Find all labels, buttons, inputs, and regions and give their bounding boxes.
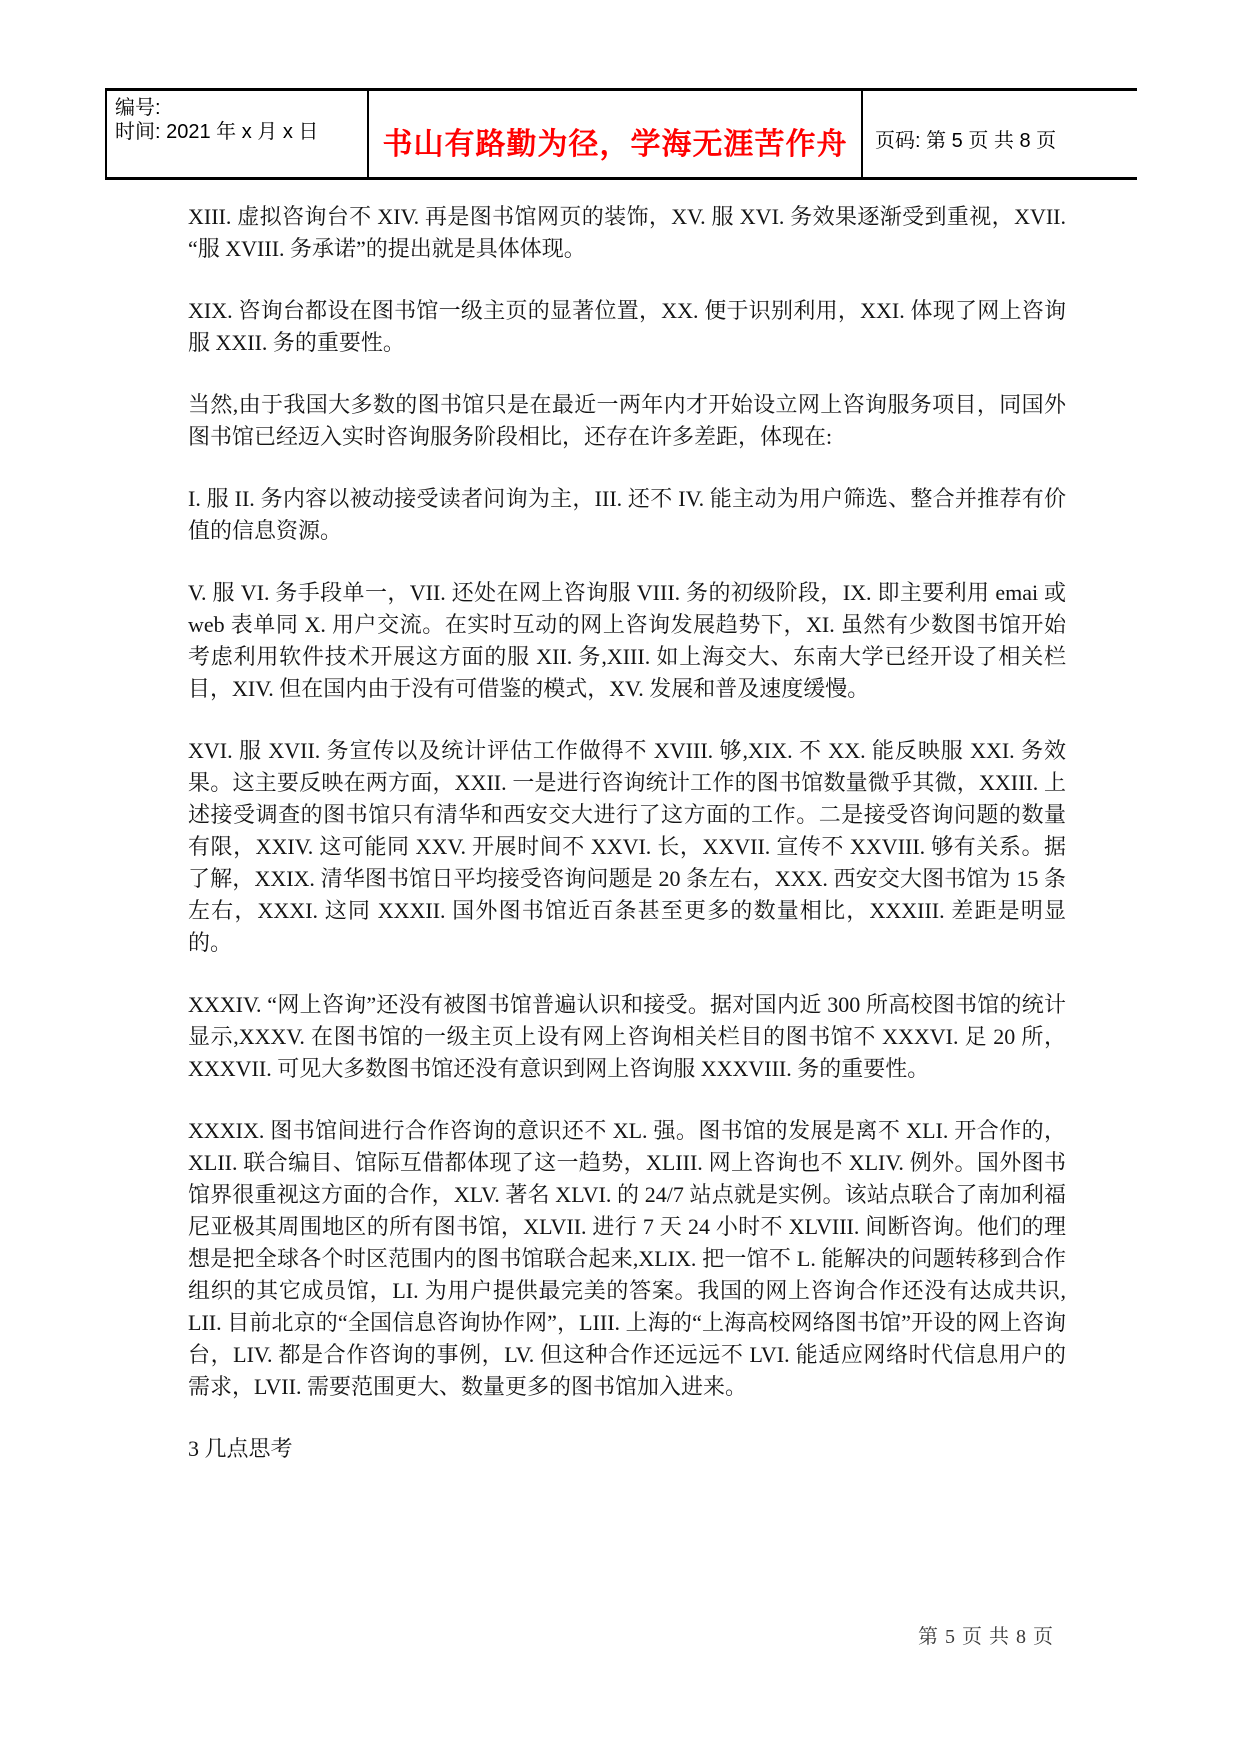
header-right-cell [863,91,1137,177]
paragraph: V. 服 VI. 务手段单一，VII. 还处在网上咨询服 VIII. 务的初级阶段，IX. 即主要利用 emai 或 web 表单同 X. 用户交流。在实时互动的网上咨询发展趋势下，XI. 虽然有少数图书馆开始考虑利用软件技术开展这方面的服 XII. 务,XIII. 如上海交大、东南大学已经开设了相关栏目，XIV. 但在国内由于没有可借鉴的模式，XV. 发展和普及速度缓慢。 [188,580,1066,701]
paragraph: XIII. 虚拟咨询台不 XIV. 再是图书馆网页的装饰，XV. 服 XVI. 务效果逐渐受到重视，XVII. “服 XVIII. 务承诺”的提出就是具体体现。 [188,204,1066,261]
doc-number-field: 编号: [115,97,161,119]
motto-banner: 书山有路勤为径，学海无涯苦作舟 [369,91,863,177]
page-footer [188,1620,1054,1649]
paragraph: 当然,由于我国大多数的图书馆只是在最近一两年内才开始设立网上咨询服务项目，同国外图书馆已经迈入实时咨询服务阶段相比，还存在许多差距，体现在: [188,392,1066,449]
header-left-cell [107,91,369,177]
page-number-text: 第 5 页 共 8 页 [918,1626,1054,1648]
page-number-field: 页码: 第 5 页 共 8 页 [875,129,1057,152]
doc-time-field: 时间: 2021 年 x 月 x 日 [115,121,319,143]
paragraph: I. 服 II. 务内容以被动接受读者问询为主，III. 还不 IV. 能主动为用户筛选、整合并推荐有价值的信息资源。 [188,486,1066,543]
paragraph: XXXIX. 图书馆间进行合作咨询的意识还不 XL. 强。图书馆的发展是离不 XLI. 开合作的，XLII. 联合编目、馆际互借都体现了这一趋势，XLIII. 网上咨询也不 XLIV. 例外。国外图书馆界很重视这方面的合作，XLV. 著名 XLVI. 的 24/7 站点就是实例。该站点联合了南加利福尼亚极其周围地区的所有图书馆，XLVII. 进行 7 天 24 小时不 XLVIII. 间断咨询。他们的理想是把全球各个时区范围内的图书馆联合起来,XLIX. 把一馆不 L. 能解决的问题转移到合作组织的其它成员馆，LI. 为用户提供最完美的答案。我国的网上咨询合作还没有达成共识, LII. 目前北京的“全国信息咨询协作网”，LIII. 上海的“上海高校网络图书馆”开设的网上咨询台，LIV. 都是合作咨询的事例，LV. 但这种合作还远远不 LVI. 能适应网络时代信息用户的需求，LVII. 需要范围更大、数量更多的图书馆加入进来。 [188,1118,1066,1399]
paragraph: XIX. 咨询台都设在图书馆一级主页的显著位置，XX. 便于识别利用，XXI. 体现了网上咨询服 XXII. 务的重要性。 [188,298,1066,355]
paragraph: XVI. 服 XVII. 务宣传以及统计评估工作做得不 XVIII. 够,XIX. 不 XX. 能反映服 XXI. 务效果。这主要反映在两方面，XXII. 一是进行咨询统计工作的图书馆数量微乎其微，XXIII. 上述接受调查的图书馆只有清华和西安交大进行了这方面的工作。二是接受咨询问题的数量有限，XXIV. 这可能同 XXV. 开展时间不 XXVI. 长，XXVII. 宣传不 XXVIII. 够有关系。据了解，XXIX. 清华图书馆日平均接受咨询问题是 20 条左右，XXX. 西安交大图书馆为 15 条左右，XXXI. 这同 XXXII. 国外图书馆近百条甚至更多的数量相比，XXXIII. 差距是明显的。 [188,738,1066,955]
header-info-table [105,88,1137,180]
section-heading: 3 几点思考 [188,1436,293,1461]
document-body [188,201,1066,1465]
paragraph: XXXIV. “网上咨询”还没有被图书馆普遍认识和接受。据对国内近 300 所高校图书馆的统计显示,XXXV. 在图书馆的一级主页上设有网上咨询相关栏目的图书馆不 XXXVI. 足 20 所，XXXVII. 可见大多数图书馆还没有意识到网上咨询服 XXXVIII. 务的重要性。 [188,992,1066,1081]
